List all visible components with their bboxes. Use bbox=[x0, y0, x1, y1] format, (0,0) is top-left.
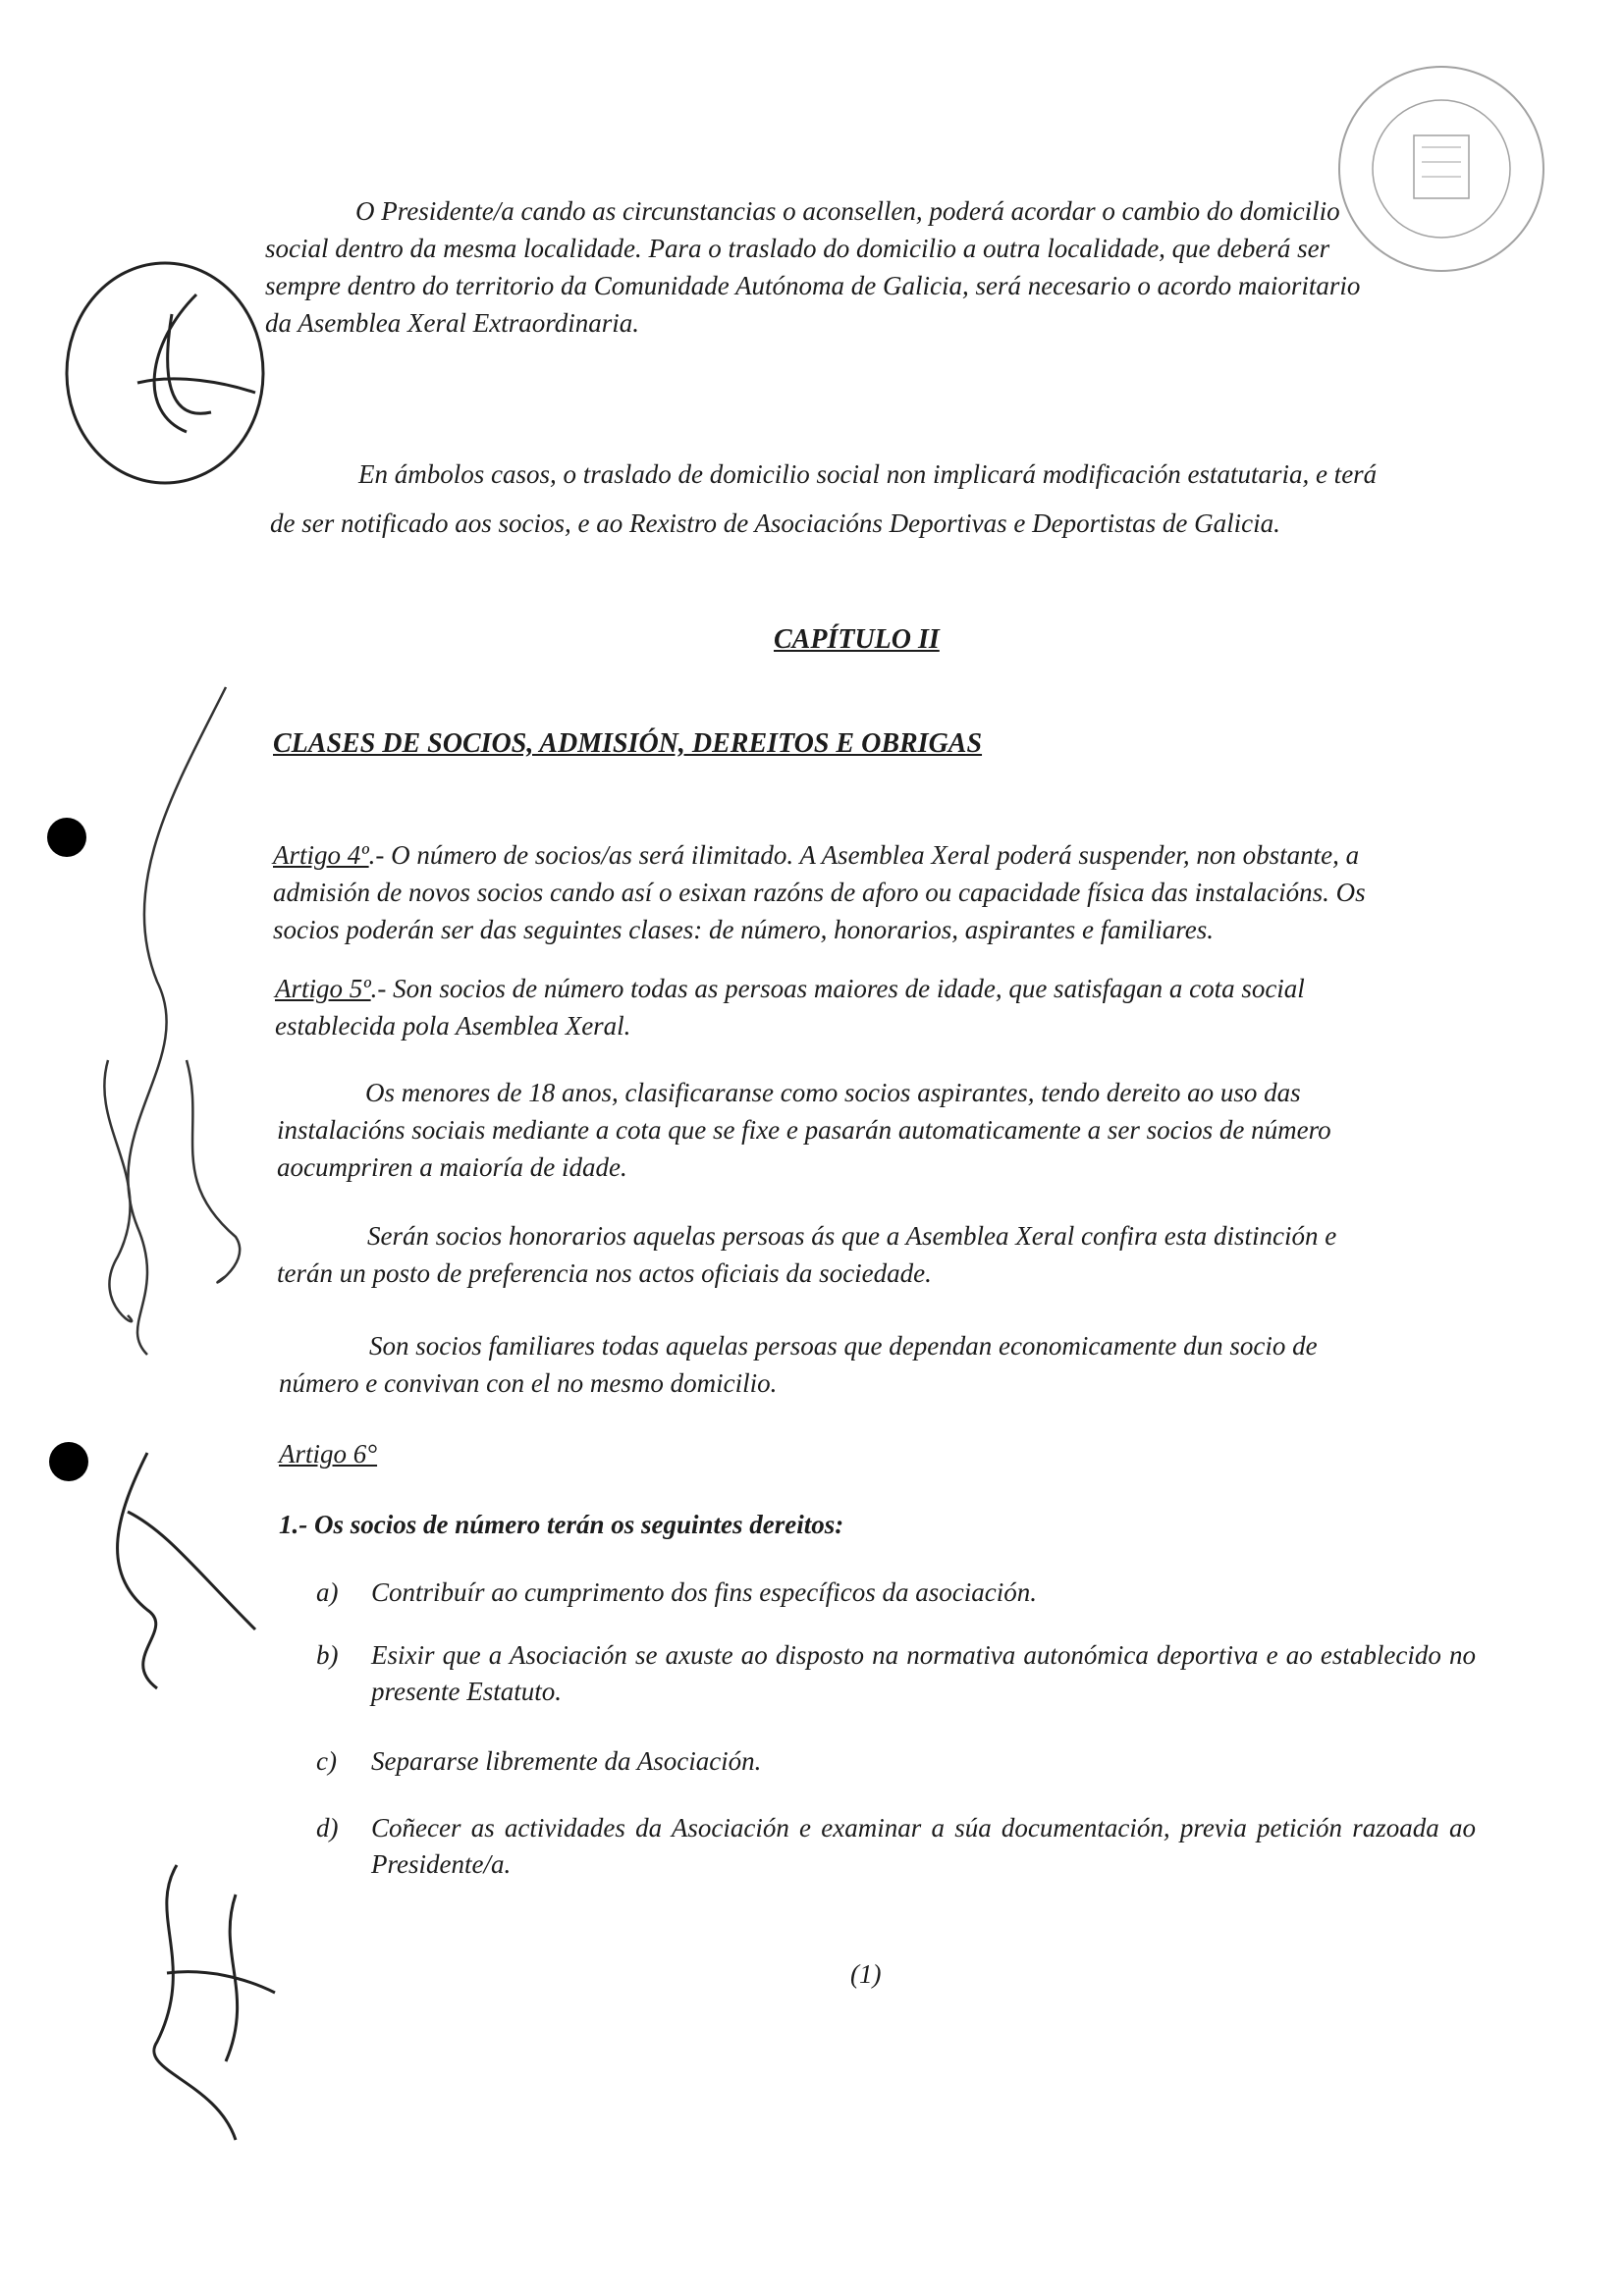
text-line: social dentro da mesma localidade. Para o traslado do domicilio a outra localidade, que deberá ser bbox=[265, 234, 1330, 263]
article-4-label: Artigo 4º bbox=[273, 840, 369, 870]
signature-left-margin bbox=[104, 687, 240, 1355]
paragraph-domicilio bbox=[265, 192, 1468, 342]
chapter-subtitle: CLASES DE SOCIOS, ADMISIÓN, DEREITOS E OBRIGAS bbox=[273, 728, 983, 759]
text-line: instalacións sociais mediante a cota que se fixe e pasarán automaticamente a ser socios de número bbox=[277, 1115, 1331, 1145]
text-line: .- Son socios de número todas as persoas maiores de idade, que satisfagan a cota social bbox=[370, 974, 1305, 1003]
article-6-intro: 1.- Os socios de número terán os seguintes dereitos: bbox=[279, 1510, 844, 1539]
article-5 bbox=[275, 970, 1473, 1044]
list-letter: b) bbox=[316, 1640, 339, 1670]
text-line: Son socios familiares todas aquelas persoas que dependan economicamente dun socio de bbox=[369, 1331, 1318, 1361]
text-line: O Presidente/a cando as circunstancias o aconsellen, poderá acordar o cambio do domicilio bbox=[355, 196, 1340, 226]
text-line: aocumpriren a maioría de idade. bbox=[277, 1152, 627, 1182]
list-text: Contribuír ao cumprimento dos fins específicos da asociación. bbox=[371, 1577, 1037, 1607]
text-line: socios poderán ser das seguintes clases: de número, honorarios, aspirantes e familiares. bbox=[273, 915, 1214, 944]
list-letter: d) bbox=[316, 1813, 339, 1842]
text-line: da Asemblea Xeral Extraordinaria. bbox=[265, 308, 639, 338]
list-letter: a) bbox=[316, 1577, 339, 1607]
chapter-title: CAPÍTULO II bbox=[774, 624, 940, 655]
text-line: de ser notificado aos socios, e ao Rexistro de Asociacións Deportivas e Deportistas de Galicia. bbox=[270, 508, 1280, 538]
text-line: admisión de novos socios cando así o esixan razóns de aforo ou capacidade física das instalacións. Os bbox=[273, 878, 1366, 907]
punch-hole-icon bbox=[47, 818, 86, 857]
signature-bottom-left bbox=[154, 1865, 275, 2140]
text-line: En ámbolos casos, o traslado de domicilio social non implicará modificación estatutaria, e terá bbox=[358, 459, 1378, 489]
text-line: .- O número de socios/as será ilimitado. A Asemblea Xeral poderá suspender, non obstante, a bbox=[368, 840, 1360, 870]
paragraph-traslado bbox=[270, 450, 1468, 548]
article-5-label: Artigo 5º bbox=[275, 974, 371, 1003]
article-5-aspirantes bbox=[277, 1074, 1475, 1186]
text-line: Os menores de 18 anos, clasificaranse como socios aspirantes, tendo dereito ao uso das bbox=[365, 1078, 1301, 1107]
signature-circle bbox=[67, 263, 263, 483]
list-text: Esixir que a Asociación se axuste ao disposto na normativa autonómica deportiva e ao establecido no presente Estatuto. bbox=[371, 1640, 1476, 1706]
text-line: Serán socios honorarios aquelas persoas ás que a Asemblea Xeral confira esta distinción e bbox=[367, 1221, 1337, 1251]
text-line: terán un posto de preferencia nos actos oficiais da sociedade. bbox=[277, 1258, 932, 1288]
article-4 bbox=[273, 836, 1471, 948]
article-5-honorarios bbox=[277, 1217, 1475, 1292]
list-letter: c) bbox=[316, 1746, 337, 1776]
text-line: número e convivan con el no mesmo domicilio. bbox=[279, 1368, 778, 1398]
text-line: establecida pola Asemblea Xeral. bbox=[275, 1011, 631, 1041]
text-line: sempre dentro do territorio da Comunidade Autónoma de Galicia, será necesario o acordo maioritario bbox=[265, 271, 1361, 300]
punch-hole-icon bbox=[49, 1442, 88, 1481]
article-5-familiares bbox=[279, 1327, 1477, 1402]
page-number: (1) bbox=[850, 1959, 882, 1989]
signature-lower-left bbox=[118, 1453, 255, 1688]
list-text: Separarse libremente da Asociación. bbox=[371, 1746, 762, 1776]
article-6-label: Artigo 6° bbox=[279, 1439, 378, 1468]
list-text: Coñecer as actividades da Asociación e examinar a súa documentación, previa petición razoada ao Presidente/a. bbox=[371, 1813, 1476, 1879]
